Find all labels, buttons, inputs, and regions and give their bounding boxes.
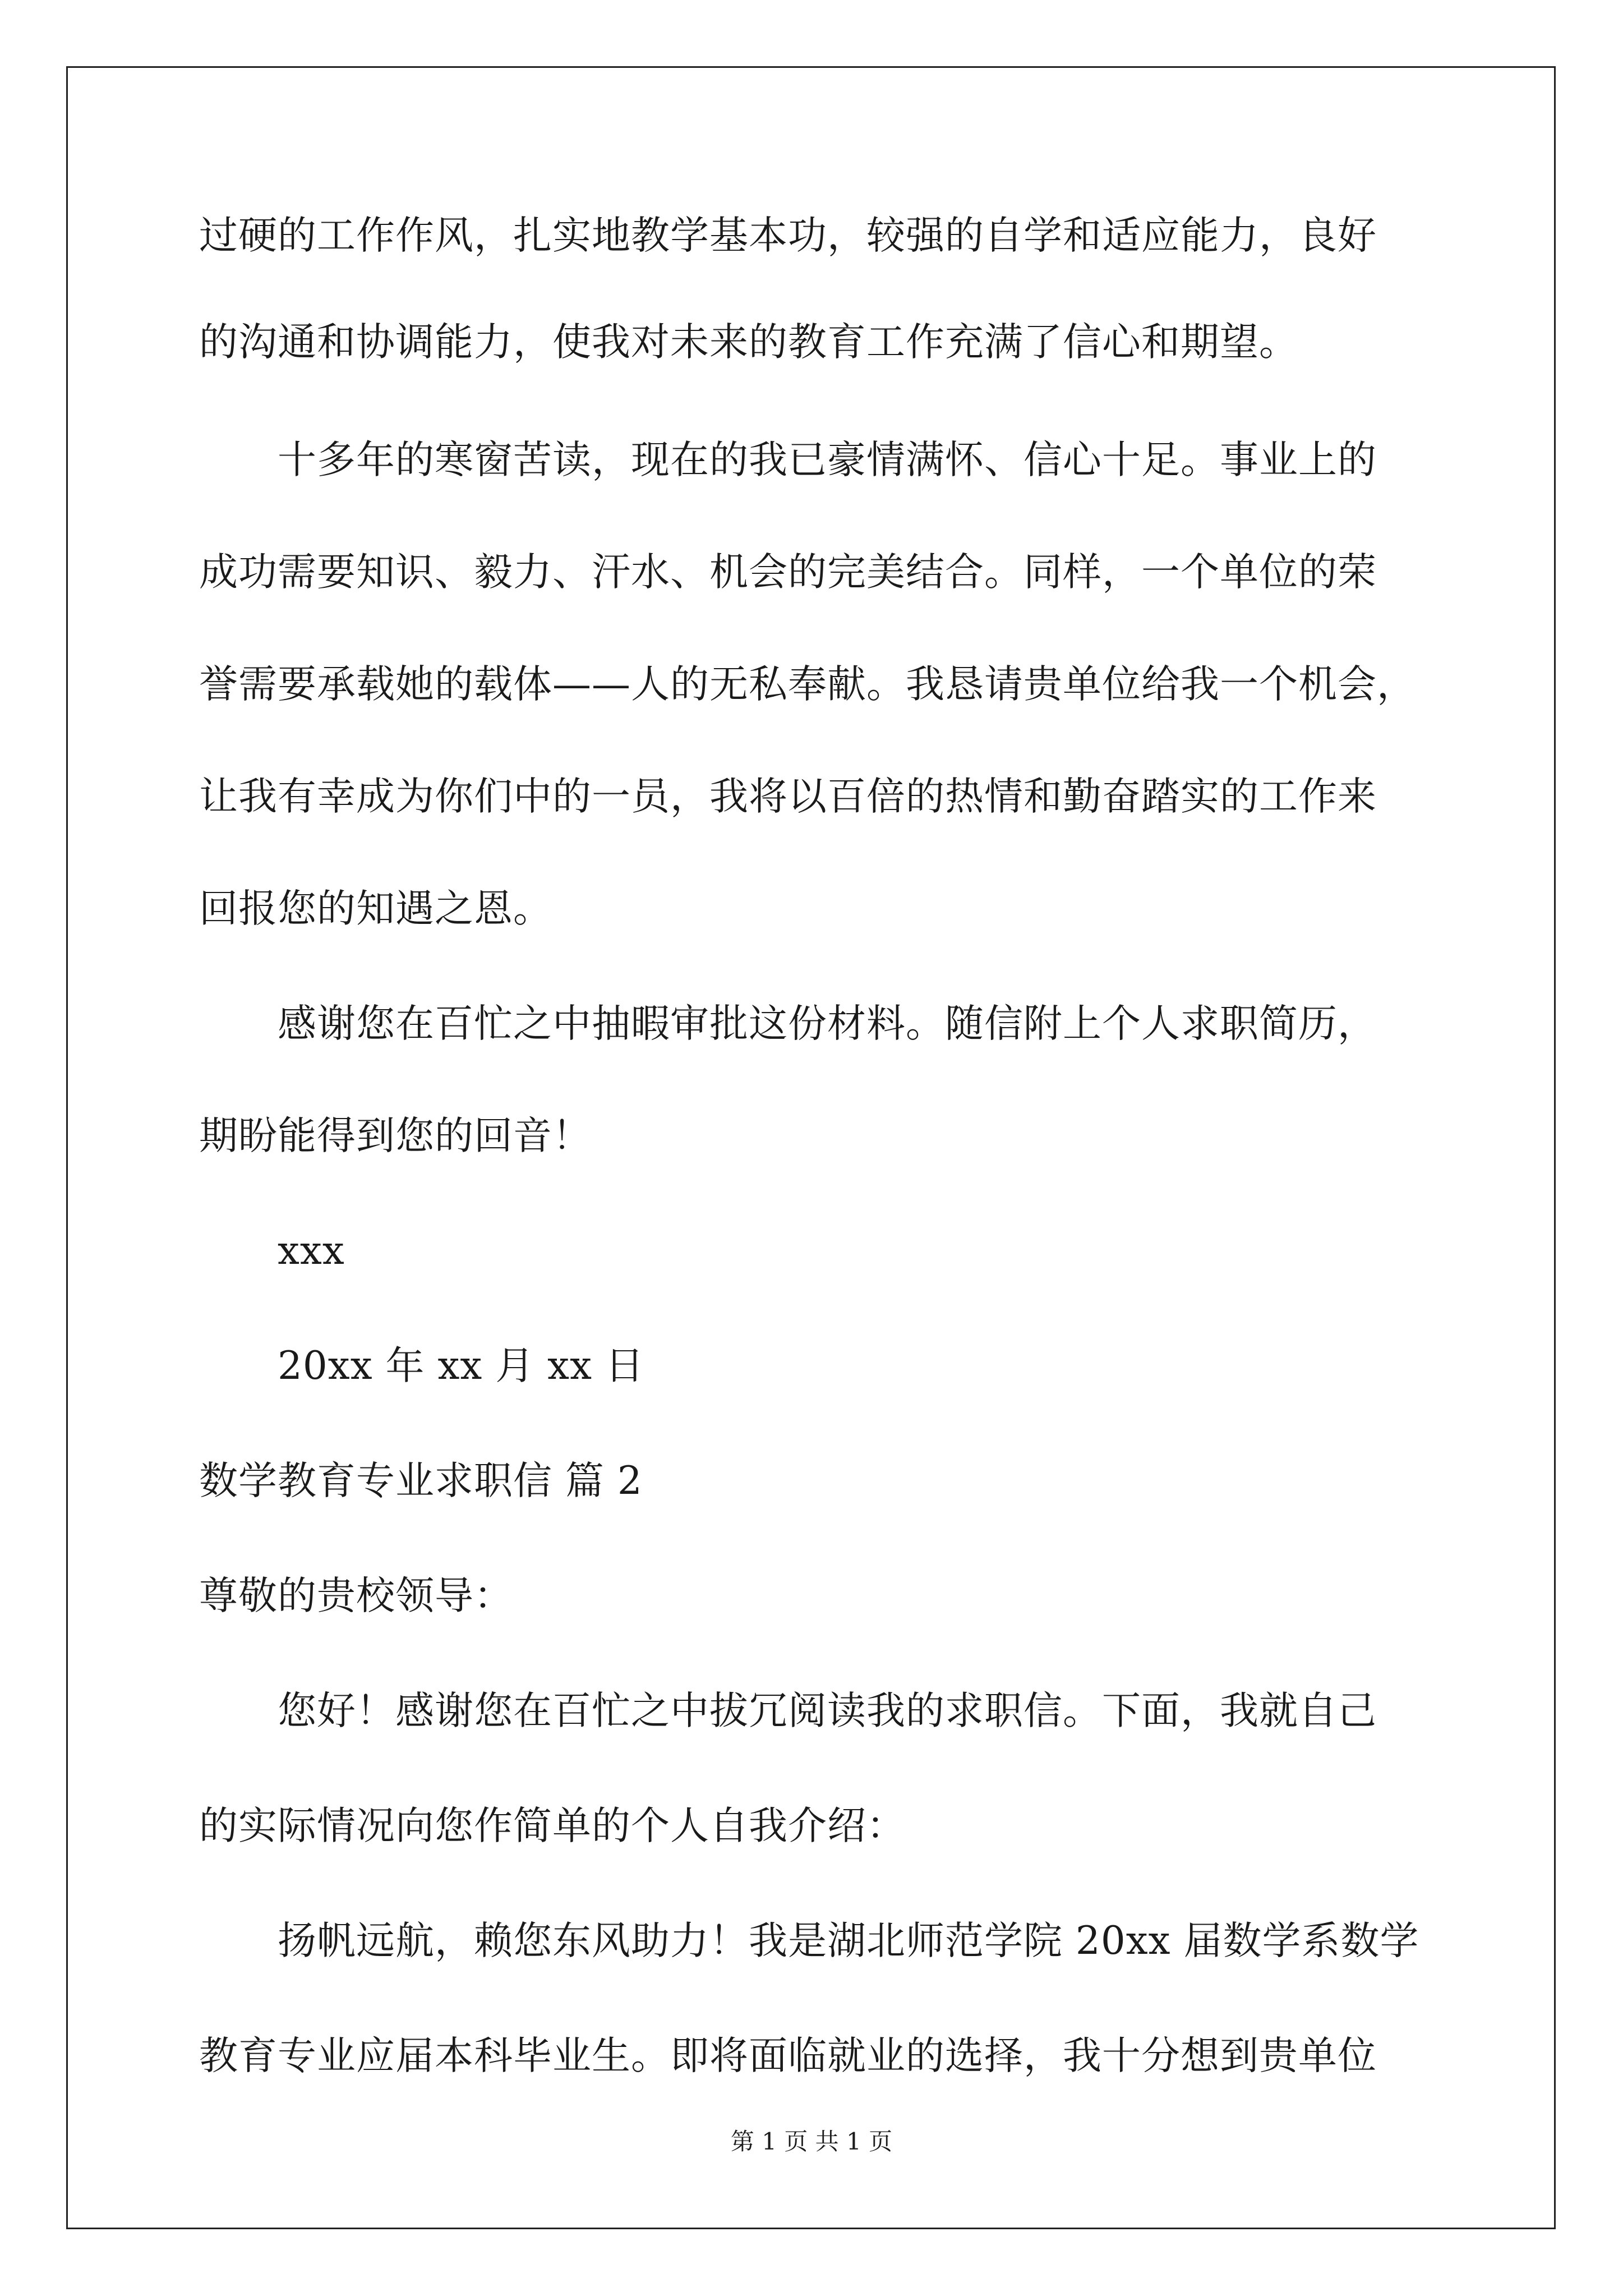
paragraph-line: 的沟通和协调能力，使我对未来的教育工作充满了信心和期望。 — [199, 320, 1298, 365]
paragraph-line: 回报您的知遇之恩。 — [199, 886, 552, 931]
signature-name: xxx — [278, 1228, 345, 1273]
page-footer: 第 1 页 共 1 页 — [730, 2128, 893, 2155]
paragraph-line: 您好！感谢您在百忙之中拔冗阅读我的求职信。下面，我就自己 — [278, 1688, 1377, 1733]
paragraph-line: 十多年的寒窗苦读，现在的我已豪情满怀、信心十足。事业上的 — [278, 438, 1377, 482]
paragraph-line: 过硬的工作作风，扎实地教学基本功，较强的自学和适应能力，良好 — [199, 213, 1377, 258]
paragraph-line: 誉需要承载她的载体——人的无私奉献。我恳请贵单位给我一个机会， — [199, 662, 1416, 707]
paragraph-line: 感谢您在百忙之中抽暇审批这份材料。随信附上个人求职简历， — [278, 1001, 1377, 1046]
paragraph-line: 教育专业应届本科毕业生。即将面临就业的选择，我十分想到贵单位 — [199, 2033, 1377, 2078]
signature-date: 20xx 年 xx 月 xx 日 — [278, 1343, 644, 1388]
paragraph-line: 成功需要知识、毅力、汗水、机会的完美结合。同样，一个单位的荣 — [199, 550, 1377, 595]
salutation: 尊敬的贵校领导： — [199, 1573, 513, 1618]
section-heading: 数学教育专业求职信 篇 2 — [199, 1458, 643, 1503]
paragraph-line: 期盼能得到您的回音！ — [199, 1114, 592, 1158]
paragraph-line: 让我有幸成为你们中的一员，我将以百倍的热情和勤奋踏实的工作来 — [199, 774, 1377, 819]
paragraph-line: 的实际情况向您作简单的个人自我介绍： — [199, 1803, 906, 1848]
paragraph-line: 扬帆远航，赖您东风助力！我是湖北师范学院 20xx 届数学系数学 — [278, 1918, 1419, 1963]
